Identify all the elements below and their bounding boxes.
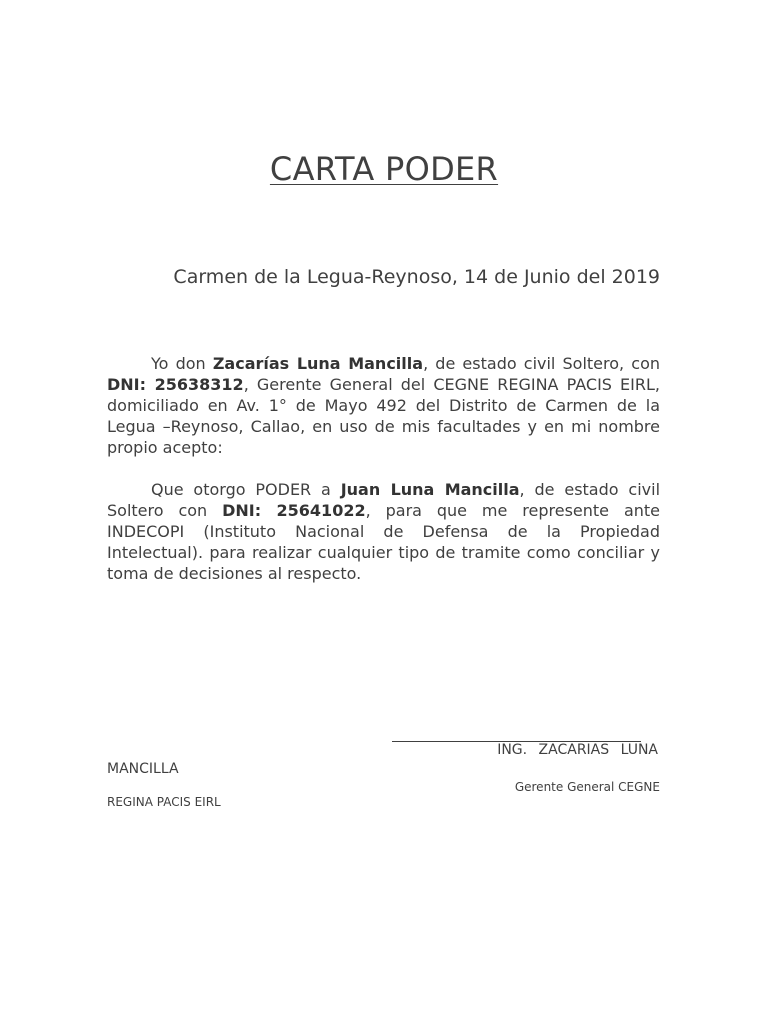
paragraph1-text-1: Yo don (151, 354, 213, 373)
grantor-name: Zacarías Luna Mancilla (212, 354, 424, 373)
document-title: CARTA PODER (269, 150, 499, 188)
paragraph2-text-1: Que otorgo PODER a (151, 480, 341, 499)
signer-name-line2: MANCILLA (107, 761, 179, 777)
signer-role-line2: REGINA PACIS EIRL (107, 795, 221, 809)
attorney-name: Juan Luna Mancilla (340, 480, 520, 499)
grantor-dni: DNI: 25638312 (107, 375, 244, 394)
paragraph2-text-2: , de estado civil Soltero con (107, 480, 661, 520)
paragraph-grantor (107, 353, 660, 458)
place-date: Carmen de la Legua-Reynoso, 14 de Junio del 2019 (173, 266, 660, 288)
paragraph1-text-3: , Gerente General del CEGNE REGINA PACIS EIRL, domiciliado en Av. 1° de Mayo 492 del Distrito de Carmen de la Legua –Reynoso, Callao, en uso de mis facultades y en mi nombre propio acepto: (107, 375, 661, 457)
paragraph1-text-2: , de estado civil Soltero, con (423, 354, 660, 373)
signer-name-line1: ING. ZACARIAS LUNA (497, 742, 658, 758)
attorney-dni: DNI: 25641022 (222, 501, 366, 520)
signer-role-line1: Gerente General CEGNE (514, 780, 660, 794)
paragraph2-text-3: , para que me represente ante INDECOPI (Instituto Nacional de Defensa de la Propiedad Intelectual). para realizar cualquier tipo de tramite como conciliar y toma de decisiones al respecto. (107, 501, 660, 583)
paragraph-grant (107, 479, 660, 584)
